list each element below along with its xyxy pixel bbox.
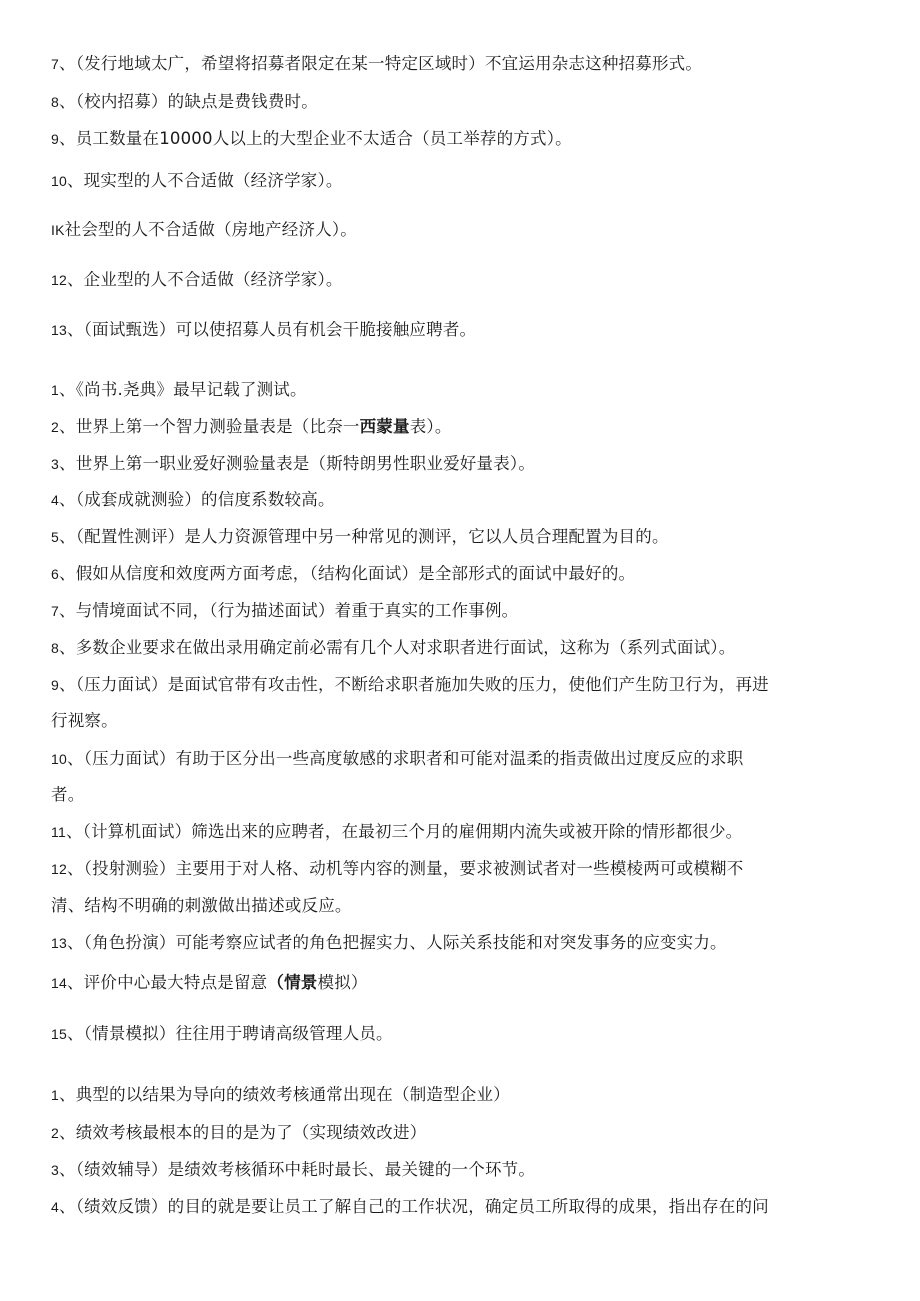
item-text: 、（压力面试）有助于区分出一些高度敏感的求职者和可能对温柔的指责做出过度反应的求职 [66,749,744,768]
item-s2-2 [51,417,452,437]
item-text: 、企业型的人不合适做（经济学家）。 [66,270,343,289]
item-number: 13 [51,935,67,951]
item-number: 7 [51,603,59,619]
item-text: 、假如从信度和效度两方面考虑，（结构化面试）是全部形式的面试中最好的。 [59,564,636,583]
item-s2-12-continuation [51,896,352,916]
item-text: 表）。 [409,417,452,436]
item-text: 、（发行地域太广，希望将招募者限定在某一特定区域时）不宜运用杂志这种招募形式。 [59,54,703,73]
item-text: 行视察。 [51,711,118,730]
item-text: 、（情景模拟）往往用于聘请高级管理人员。 [66,1024,393,1043]
item-text: 、员工数量在10000人以上的大型企业不太适合（员工举荐的方式）。 [59,129,572,148]
item-text: 、典型的以结果为导向的绩效考核通常出现在（制造型企业） [59,1085,510,1104]
item-text: 、世界上第一职业爱好测验量表是（斯特朗男性职业爱好量表）。 [59,454,536,473]
item-s2-7 [51,601,518,621]
item-number: 5 [51,529,59,545]
item-text: 模拟） [317,973,368,992]
item-number: 4 [51,1199,59,1215]
item-number: 9 [51,131,59,147]
item-s1-11 [51,220,357,240]
item-s1-8 [51,92,318,112]
item-s1-13 [51,320,476,340]
item-s2-10-continuation [51,785,84,805]
item-text: 、（成套成就测验）的信度系数较高。 [59,490,335,509]
item-text: 、（绩效反馈）的目的就是要让员工了解自己的工作状况，确定员工所取得的成果，指出存在的问 [59,1197,769,1216]
item-s1-9 [51,129,572,149]
item-text: 社会型的人不合适做（房地产经济人）。 [64,220,357,239]
item-s2-12 [51,859,743,879]
item-s2-8 [51,638,735,658]
item-text: 、（配置性测评）是人力资源管理中另一种常见的测评，它以人员合理配置为目的。 [59,527,669,546]
item-s2-3 [51,454,535,474]
item-s2-14 [51,973,368,993]
item-number: 3 [51,456,59,472]
item-text: 、（绩效辅导）是绩效考核循环中耗时最长、最关键的一个环节。 [59,1160,536,1179]
item-s2-5 [51,527,669,547]
item-s2-10 [51,749,743,769]
item-s2-13 [51,933,727,953]
item-s2-1 [51,380,307,400]
item-number: IK [51,222,65,238]
item-text: 、（计算机面试）筛选出来的应聘者，在最初三个月的雇佣期内流失或被开除的情形都很少。 [65,822,743,841]
item-number: 11 [51,824,66,840]
item-text: 、（面试甄选）可以使招募人员有机会干脆接触应聘者。 [66,320,477,339]
item-s3-3 [51,1160,535,1180]
item-number: 13 [51,322,67,338]
item-s1-12 [51,270,343,290]
item-number: 8 [51,94,59,110]
item-number: 1 [51,1087,59,1103]
item-text: 、现实型的人不合适做（经济学家）。 [66,171,343,190]
item-number: 15 [51,1026,67,1042]
item-s2-9 [51,675,769,695]
item-s3-1 [51,1085,510,1105]
item-number: 12 [51,861,67,877]
item-s2-4 [51,490,335,510]
item-s2-6 [51,564,635,584]
item-number: 2 [51,1125,59,1141]
item-text: 、多数企业要求在做出录用确定前必需有几个人对求职者进行面试，这称为（系列式面试）。 [59,638,736,657]
item-text: 者。 [51,785,85,804]
item-s3-4 [51,1197,769,1217]
item-s2-9-continuation [51,711,118,731]
item-number: 12 [51,272,67,288]
item-number: 8 [51,640,59,656]
item-number: 4 [51,492,59,508]
item-text-bold: 西蒙量 [359,417,410,436]
item-text: 、评价中心最大特点是留意 [66,973,268,992]
item-s1-10 [51,171,343,191]
item-s1-7 [51,54,702,74]
item-number: 1 [51,382,59,398]
item-number: 2 [51,419,59,435]
item-text: 、绩效考核最根本的目的是为了（实现绩效改进） [59,1123,427,1142]
item-text: 、（压力面试）是面试官带有攻击性，不断给求职者施加失败的压力，使他们产生防卫行为，再进 [59,675,769,694]
item-s3-2 [51,1123,426,1143]
item-number: 14 [51,975,67,991]
item-text: 、与情境面试不同，（行为描述面试）着重于真实的工作事例。 [59,601,519,620]
item-number: 7 [51,56,59,72]
item-number: 6 [51,566,59,582]
item-number: 3 [51,1162,59,1178]
item-text: 、世界上第一个智力测验量表是（比奈一 [59,417,360,436]
item-s2-15 [51,1024,393,1044]
item-text: 清、结构不明确的刺激做出描述或反应。 [51,896,352,915]
item-text: 、（校内招募）的缺点是费钱费时。 [59,92,318,111]
item-number: 9 [51,677,59,693]
item-text-bold: （情景 [267,973,318,992]
item-number: 10 [51,751,67,767]
item-number: 10 [51,173,67,189]
item-text: 、（角色扮演）可能考察应试者的角色把握实力、人际关系技能和对突发事务的应变实力。 [66,933,727,952]
item-s2-11 [51,822,742,842]
item-text: 、《尚书.尧典》最早记载了测试。 [59,380,307,399]
item-text: 、（投射测验）主要用于对人格、动机等内容的测量，要求被测试者对一些模棱两可或模糊不 [66,859,744,878]
